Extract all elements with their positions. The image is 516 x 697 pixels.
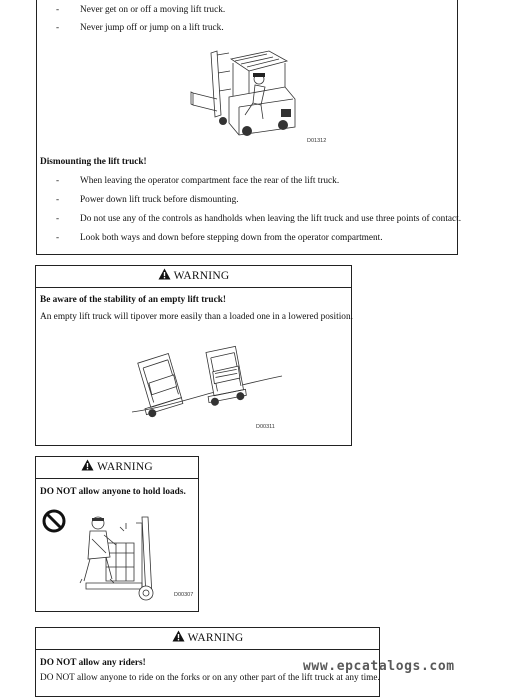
figure-code: D00311 — [256, 424, 275, 430]
figure-code: D01312 — [307, 138, 327, 144]
warning-title: WARNING — [187, 632, 244, 644]
warning-box-hold-loads — [35, 456, 199, 612]
warning-triangle-icon — [172, 630, 185, 642]
dismount-section: - Never get on or off a moving lift truck. - Never jump off or jump on a lift truck. D01312 Dismounting the lift truck! - When leaving the operator compartment face the rear of the lift truck. - Power down lift truck before dismounting. - Do not use any of the controls as handholds when leaving the lift truck and use three points of contact. - Look both ways and down before stepping down from the operator compartment. — [36, 0, 458, 255]
warning-header — [36, 266, 351, 288]
warning-header — [36, 457, 198, 479]
warning-title: WARNING — [97, 461, 153, 473]
warning-heading: DO NOT allow any riders! — [40, 658, 146, 668]
lift-truck-illustration — [187, 45, 307, 141]
section-heading: Dismounting the lift truck! — [40, 157, 147, 167]
warning-triangle-icon — [81, 459, 94, 471]
watermark: www.epcatalogs.com — [303, 659, 455, 674]
warning-text: DO NOT allow anyone to ride on the forks or on any other part of the lift truck at any time. — [40, 673, 380, 683]
warning-heading: DO NOT allow anyone to hold loads. — [40, 487, 186, 497]
warning-triangle-icon — [158, 268, 171, 280]
warning-heading: Be aware of the stability of an empty lift truck! — [40, 295, 226, 305]
prohibited-icon — [42, 509, 66, 533]
warning-box-stability — [35, 265, 352, 446]
tipping-lift-truck-illustration — [132, 346, 282, 418]
warning-header — [36, 628, 379, 650]
warning-title: WARNING — [173, 270, 230, 282]
figure-code: D00307 — [174, 592, 194, 598]
warning-text: An empty lift truck will tipover more easily than a loaded one in a lowered position. — [40, 312, 353, 322]
person-holding-load-illustration — [76, 513, 160, 601]
